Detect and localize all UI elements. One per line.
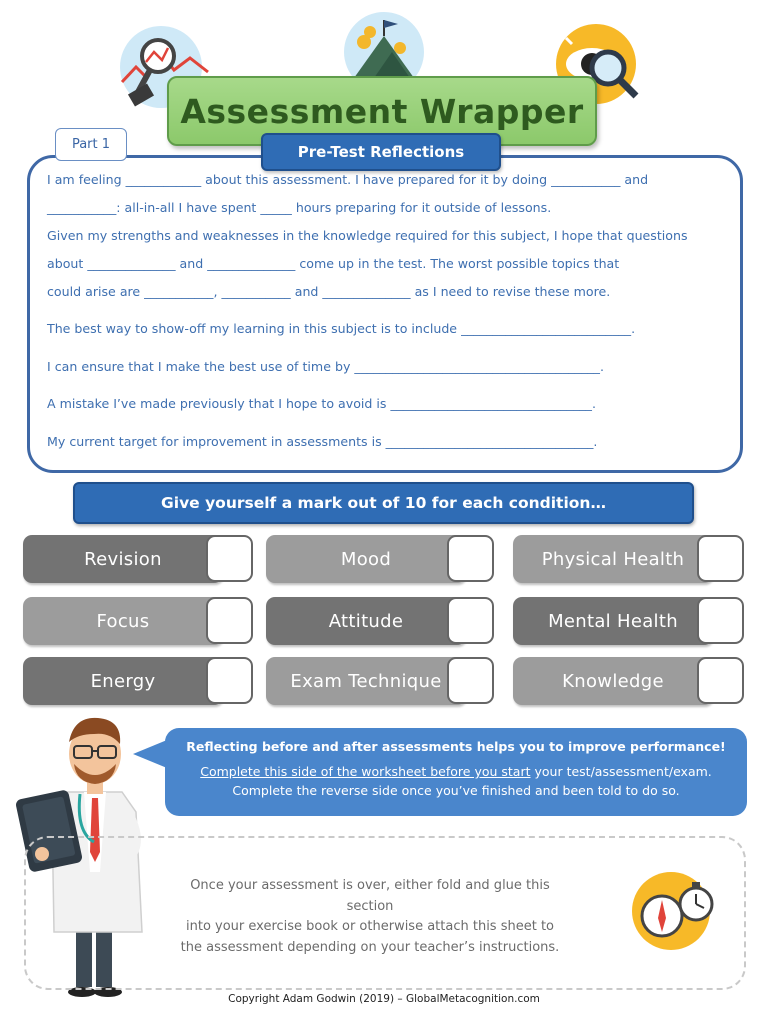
condition-mental-health: [513, 597, 713, 645]
condition-physical-health: [513, 535, 713, 583]
stopwatch-compass-icon: [632, 872, 710, 950]
reflection-line-3[interactable]: Given my strengths and weaknesses in the knowledge required for this subject, I hope that questions: [47, 228, 688, 243]
condition-label: Knowledge: [562, 670, 664, 692]
score-box-physical-health[interactable]: [697, 535, 744, 582]
score-box-knowledge[interactable]: [697, 657, 744, 704]
page-title: Assessment Wrapper: [180, 91, 584, 131]
speech-headline: Reflecting before and after assessments helps you to improve performance!: [186, 739, 726, 754]
score-box-exam-technique[interactable]: [447, 657, 494, 704]
fold-line-1: Once your assessment is over, either fold and glue this section: [190, 878, 550, 914]
condition-focus: [23, 597, 223, 645]
score-box-mental-health[interactable]: [697, 597, 744, 644]
condition-label: Revision: [84, 548, 162, 570]
section-heading: Pre-Test Reflections: [261, 133, 501, 171]
reflection-line-6[interactable]: The best way to show-off my learning in this subject is to include ___________________________.: [47, 321, 636, 336]
speech-line-1: [165, 764, 747, 779]
condition-label: Mood: [340, 548, 392, 570]
reflection-line-8[interactable]: A mistake I’ve made previously that I hope to avoid is ________________________________.: [47, 396, 596, 411]
reflection-line-9[interactable]: My current target for improvement in assessments is _________________________________.: [47, 434, 598, 449]
speech-bubble: [165, 728, 747, 816]
condition-label: Energy: [90, 670, 156, 692]
speech-line-2: Complete the reverse side once you’ve finished and been told to do so.: [232, 783, 680, 798]
condition-label: Focus: [96, 610, 150, 632]
reflection-line-7[interactable]: I can ensure that I make the best use of time by _______________________________________.: [47, 359, 604, 374]
condition-energy: [23, 657, 223, 705]
reflection-line-5[interactable]: could arise are ___________, ___________ and ______________ as I need to revise these more.: [47, 284, 611, 299]
condition-knowledge: [513, 657, 713, 705]
score-box-revision[interactable]: [206, 535, 253, 582]
part-label: Part 1: [55, 128, 127, 161]
speech-line-1-rest: your test/assessment/exam.: [530, 764, 712, 779]
condition-label: Mental Health: [548, 610, 678, 632]
reflection-line-1[interactable]: I am feeling ____________ about this assessment. I have prepared for it by doing ___________ and: [47, 172, 649, 187]
score-box-mood[interactable]: [447, 535, 494, 582]
fold-instructions: [170, 876, 570, 958]
condition-exam-technique: [266, 657, 466, 705]
fold-line-3: the assessment depending on your teacher’s instructions.: [180, 939, 560, 955]
condition-attitude: [266, 597, 466, 645]
speech-underlined: Complete this side of the worksheet before you start: [200, 764, 531, 779]
fold-line-2: into your exercise book or otherwise attach this sheet to: [186, 919, 554, 934]
condition-revision: [23, 535, 223, 583]
reflection-line-4[interactable]: about ______________ and ______________ come up in the test. The worst possible topics that: [47, 256, 620, 271]
condition-label: Attitude: [328, 610, 404, 632]
condition-label: Exam Technique: [290, 670, 442, 692]
score-box-focus[interactable]: [206, 597, 253, 644]
score-box-attitude[interactable]: [447, 597, 494, 644]
reflection-line-2[interactable]: ___________: all-in-all I have spent _____ hours preparing for it outside of lessons.: [47, 200, 552, 215]
mark-heading: Give yourself a mark out of 10 for each condition…: [73, 482, 694, 524]
condition-label: Physical Health: [541, 548, 685, 570]
score-box-energy[interactable]: [206, 657, 253, 704]
copyright-footer: Copyright Adam Godwin (2019) – GlobalMetacognition.com: [228, 993, 540, 1005]
condition-mood: [266, 535, 466, 583]
